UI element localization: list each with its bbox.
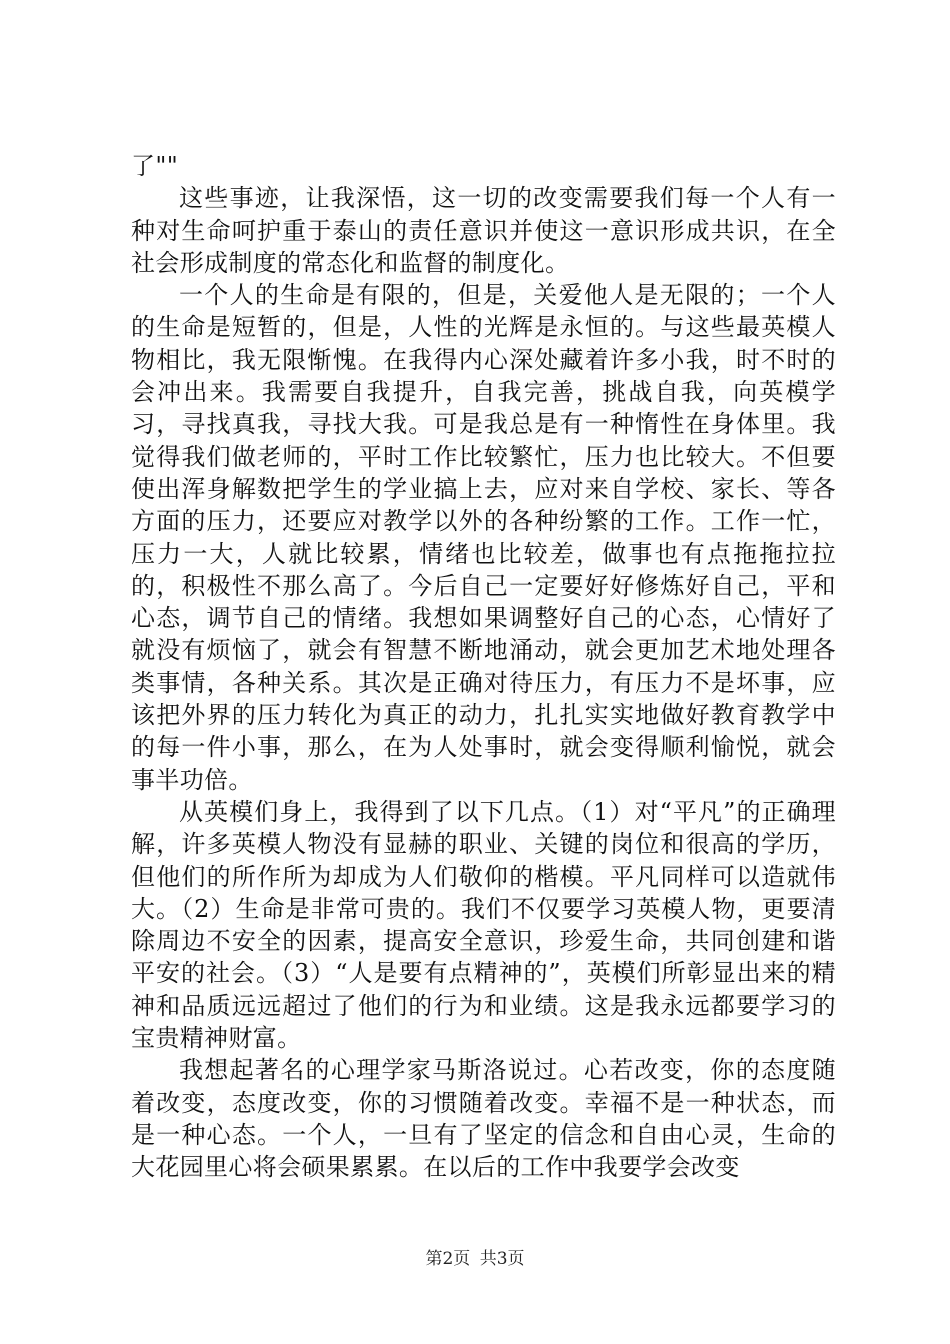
paragraph-1: 这些事迹，让我深悟，这一切的改变需要我们每一个人有一种对生命呵护重于泰山的责任意识并使这一意识形成共识，在全社会形成制度的常态化和监督的制度化。 — [131, 184, 836, 277]
page-number: 第2页 — [425, 1249, 471, 1269]
document-body — [131, 150, 836, 1184]
page-total: 共3页 — [479, 1249, 525, 1269]
paragraph-continuation: 了"" — [131, 152, 179, 180]
paragraph-2: 一个人的生命是有限的，但是，关爱他人是无限的；一个人的生命是短暂的，但是，人性的光辉是永恒的。与这些最英模人物相比，我无限惭愧。在我得内心深处藏着许多小我，时不时的会冲出来。我需要自我提升，自我完善，挑战自我，向英模学习，寻找真我，寻找大我。可是我总是有一种惰性在身体里。我觉得我们做老师的，平时工作比较繁忙，压力也比较大。不但要使出浑身解数把学生的学业搞上去，应对来自学校、家长、等各方面的压力，还要应对教学以外的各种纷繁的工作。工作一忙，压力一大，人就比较累，情绪也比较差，做事也有点拖拖拉拉的，积极性不那么高了。今后自己一定要好好修炼好自己，平和心态，调节自己的情绪。我想如果调整好自己的心态，心情好了就没有烦恼了，就会有智慧不断地涌动，就会更加艺术地处理各类事情，各种关系。其次是正确对待压力，有压力不是坏事，应该把外界的压力转化为真正的动力，扎扎实实地做好教育教学中的每一件小事，那么，在为人处事时，就会变得顺利愉悦，就会事半功倍。 — [131, 281, 836, 794]
paragraph-4: 我想起著名的心理学家马斯洛说过。心若改变，你的态度随着改变，态度改变，你的习惯随着改变。幸福不是一种状态，而是一种心态。一个人，一旦有了坚定的信念和自由心灵，生命的大花园里心将会硕果累累。在以后的工作中我要学会改变 — [131, 1056, 836, 1182]
page-footer — [0, 1244, 950, 1269]
paragraph-3: 从英模们身上，我得到了以下几点。（1）对“平凡”的正确理解，许多英模人物没有显赫的职业、关键的岗位和很高的学历，但他们的所作所为却成为人们敬仰的楷模。平凡同样可以造就伟大。（2）生命是非常可贵的。我们不仅要学习英模人物，更要清除周边不安全的因素，提高安全意识，珍爱生命，共同创建和谐平安的社会。（3）“人是要有点精神的”，英模们所彰显出来的精神和品质远远超过了他们的行为和业绩。这是我永远都要学习的宝贵精神财富。 — [131, 797, 836, 1053]
